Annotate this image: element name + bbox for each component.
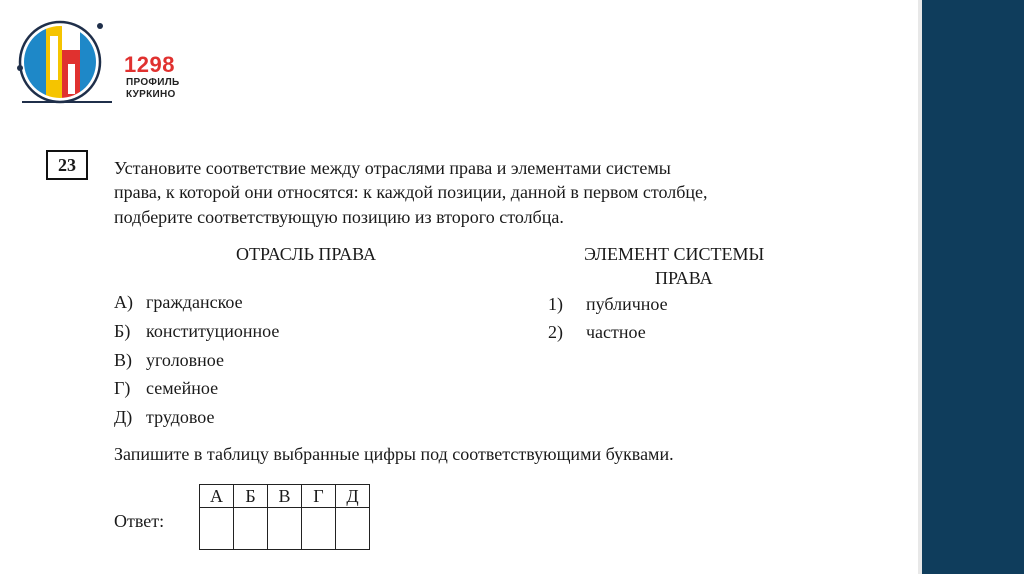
answer-header-cell: Б bbox=[234, 485, 268, 508]
item-text: трудовое bbox=[146, 407, 215, 427]
answer-label: Ответ: bbox=[114, 511, 165, 531]
logo-line-1: ПРОФИЛЬ bbox=[126, 77, 180, 88]
instruction-line-3: подберите соответствующую позицию из второго столбца. bbox=[114, 207, 564, 227]
answer-header-cell: Д bbox=[336, 485, 370, 508]
answer-header-row bbox=[200, 485, 370, 508]
column2-header-line2: ПРАВА bbox=[655, 268, 713, 288]
item-text: уголовное bbox=[146, 350, 225, 370]
answer-cell[interactable] bbox=[302, 508, 336, 550]
list-item bbox=[548, 294, 668, 315]
column2-header-line1: ЭЛЕМЕНТ СИСТЕМЫ bbox=[584, 244, 765, 264]
item-letter: В) bbox=[114, 350, 132, 370]
item-letter: Г) bbox=[114, 378, 131, 398]
item-number: 2) bbox=[548, 322, 563, 342]
answer-cell[interactable] bbox=[234, 508, 268, 550]
instruction-line-1: Установите соответствие между отраслями права и элементами системы bbox=[114, 158, 671, 178]
logo-number: 1298 bbox=[124, 52, 175, 77]
side-panel bbox=[922, 0, 1024, 574]
task-number-box: 23 bbox=[46, 150, 88, 180]
answer-table bbox=[199, 484, 370, 550]
answer-header-cell: В bbox=[268, 485, 302, 508]
item-text: конституционное bbox=[146, 321, 280, 341]
item-text: частное bbox=[586, 322, 646, 342]
answer-header-cell: А bbox=[200, 485, 234, 508]
item-letter: Б) bbox=[114, 321, 131, 341]
answer-header-cell: Г bbox=[302, 485, 336, 508]
logo-line-2: КУРКИНО bbox=[126, 89, 176, 100]
answer-cell[interactable] bbox=[336, 508, 370, 550]
item-text: гражданское bbox=[146, 292, 243, 312]
list-item bbox=[114, 407, 214, 428]
item-letter: А) bbox=[114, 292, 133, 312]
list-item bbox=[114, 350, 224, 371]
instruction-line-2: права, к которой они относятся: к каждой позиции, данной в первом столбце, bbox=[114, 182, 708, 202]
answer-cell[interactable] bbox=[200, 508, 234, 550]
item-text: семейное bbox=[146, 378, 219, 398]
school-logo bbox=[16, 16, 186, 108]
item-letter: Д) bbox=[114, 407, 133, 427]
column1-header: ОТРАСЛЬ ПРАВА bbox=[236, 244, 376, 264]
list-item bbox=[548, 322, 646, 343]
list-item bbox=[114, 378, 218, 399]
logo-emblem-icon bbox=[16, 16, 126, 108]
item-text: публичное bbox=[586, 294, 668, 314]
answer-cell[interactable] bbox=[268, 508, 302, 550]
list-item bbox=[114, 292, 243, 313]
list-item bbox=[114, 321, 279, 342]
answer-input-row bbox=[200, 508, 370, 550]
table-instruction: Запишите в таблицу выбранные цифры под соответствующими буквами. bbox=[114, 444, 674, 464]
item-number: 1) bbox=[548, 294, 563, 314]
